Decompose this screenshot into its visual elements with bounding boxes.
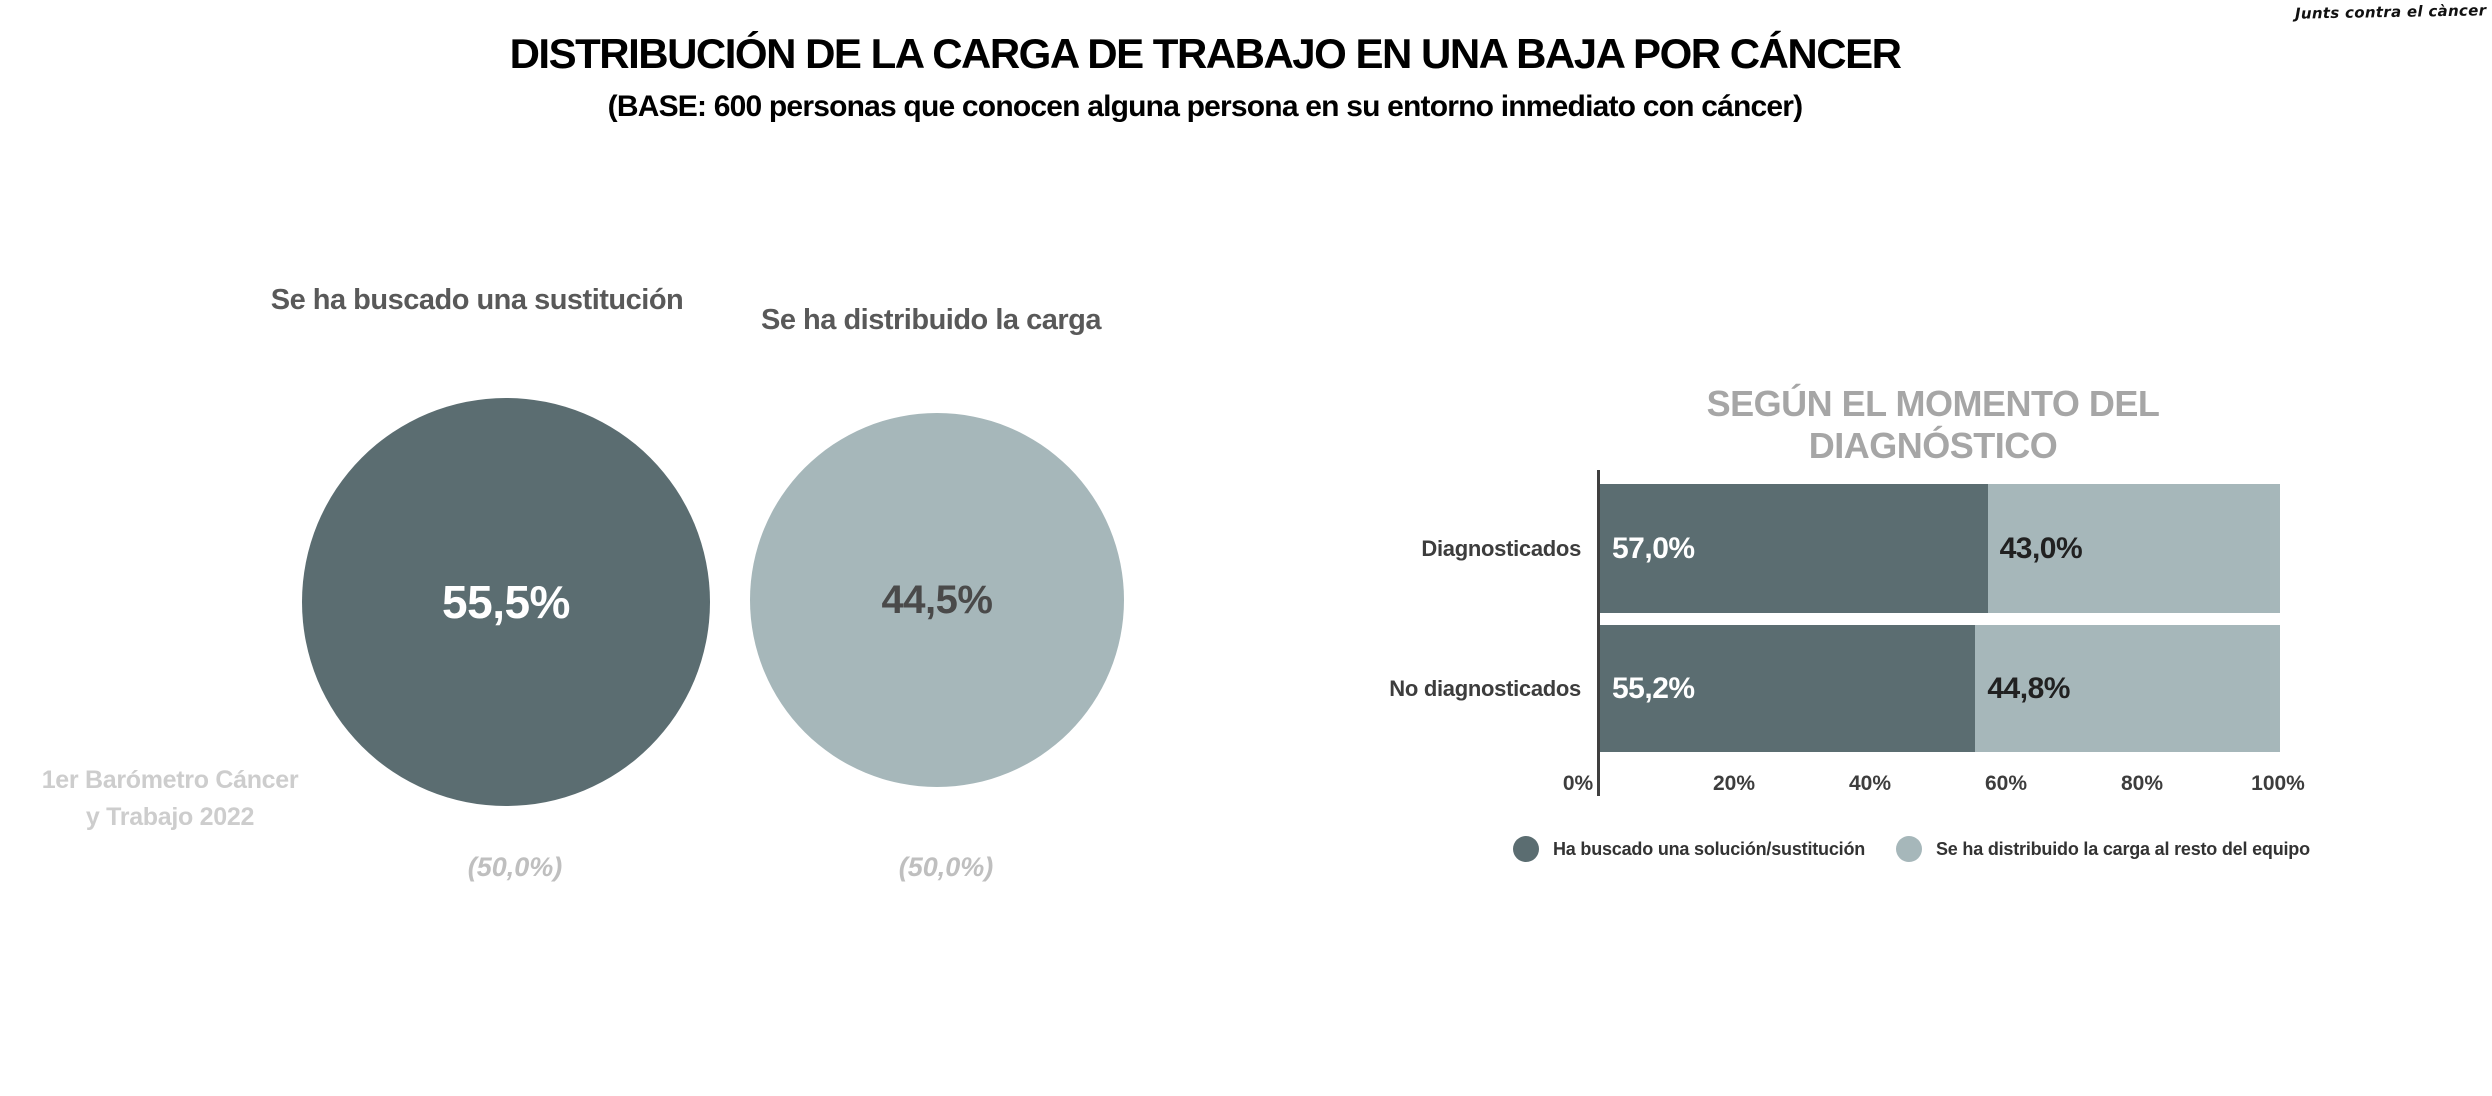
legend-item-2 bbox=[1896, 836, 2310, 862]
source-line-2: y Trabajo 2022 bbox=[85, 803, 255, 831]
legend-label-2: Se ha distribuido la carga al resto del equipo bbox=[1936, 838, 2310, 859]
bar-chart-plot bbox=[1389, 470, 2305, 810]
pie1-base-label: (50,0%) bbox=[467, 852, 563, 882]
bar-row bbox=[1600, 625, 2280, 752]
legend-marker-dark-icon bbox=[1513, 836, 1539, 862]
header bbox=[400, 30, 2010, 124]
bar-category-label: Diagnosticados bbox=[1421, 536, 1581, 561]
source-note bbox=[30, 762, 310, 836]
bar-value-label: 57,0% bbox=[1612, 531, 1695, 565]
bar-segment bbox=[1975, 625, 2280, 752]
bar-row bbox=[1600, 484, 2280, 613]
pie2-title: Se ha distribuido la carga bbox=[761, 304, 1101, 336]
x-axis-tick-label: 20% bbox=[1712, 772, 1756, 795]
bar-chart-title: SEGÚN EL MOMENTO DEL DIAGNÓSTICO bbox=[1706, 383, 2160, 466]
x-axis-tick-label: 100% bbox=[2251, 772, 2305, 795]
pie1-title: Se ha buscado una sustitución bbox=[270, 284, 684, 316]
source-line-1: 1er Barómetro Cáncer bbox=[41, 766, 299, 794]
bar-segment bbox=[1600, 625, 1975, 752]
legend-label-1: Ha buscado una solución/sustitución bbox=[1553, 838, 1866, 859]
pie1-circle bbox=[302, 398, 710, 806]
bar-segment bbox=[1988, 484, 2280, 613]
bar-value-label: 43,0% bbox=[1999, 531, 2083, 565]
bar-value-label: 55,2% bbox=[1612, 671, 1695, 705]
x-axis-tick-label: 0% bbox=[1562, 772, 1594, 795]
x-axis-tick-label: 60% bbox=[1984, 772, 2028, 795]
x-axis-tick-label: 80% bbox=[2120, 772, 2164, 795]
pie1-value: 55,5% bbox=[442, 576, 570, 628]
legend-marker-light-icon bbox=[1896, 836, 1922, 862]
bar-value-label: 44,8% bbox=[1987, 671, 2070, 705]
page-subtitle: (BASE: 600 personas que conocen alguna persona en su entorno inmediato con cáncer) bbox=[607, 90, 1803, 123]
bar-category-label: No diagnosticados bbox=[1389, 676, 1581, 701]
pie2-value: 44,5% bbox=[881, 577, 993, 622]
legend-item-1 bbox=[1513, 836, 1865, 862]
page-title: DISTRIBUCIÓN DE LA CARGA DE TRABAJO EN UNA BAJA POR CÁNCER bbox=[509, 30, 1901, 77]
brand-logo-text: Junts contra el càncer bbox=[2294, 1, 2487, 23]
pie2-base-label: (50,0%) bbox=[898, 852, 994, 882]
pie2-circle bbox=[750, 413, 1124, 787]
bar-segment bbox=[1600, 484, 1988, 613]
x-axis-tick-label: 40% bbox=[1848, 772, 1892, 795]
